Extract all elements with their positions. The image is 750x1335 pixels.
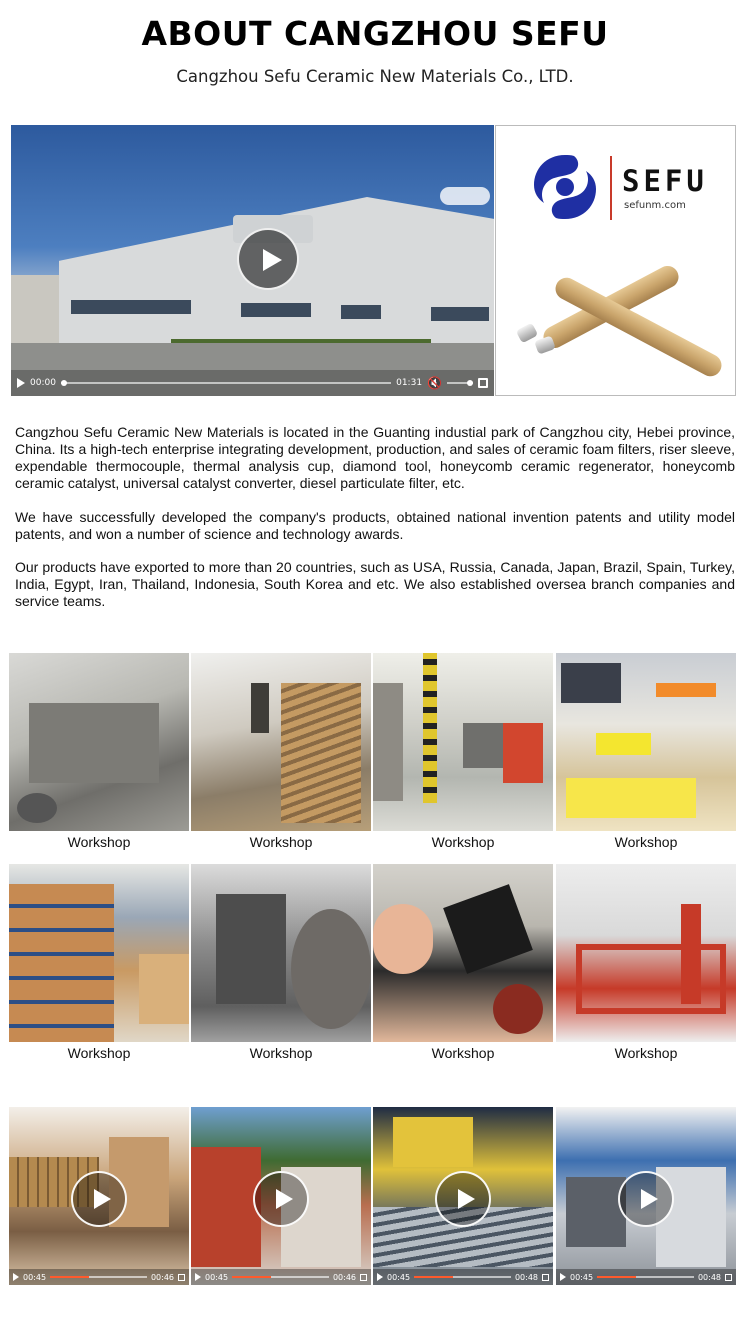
progress-handle[interactable] [61,380,67,386]
play-button[interactable] [618,1171,674,1227]
container-truck [191,1147,261,1267]
worker-figure [251,683,269,733]
play-icon[interactable] [17,378,25,388]
fullscreen-icon[interactable] [725,1274,732,1281]
current-time: 00:45 [205,1272,229,1282]
progress-bar[interactable] [50,1276,147,1278]
workshop-photo[interactable] [191,653,371,831]
current-time: 00:00 [30,378,56,388]
mute-icon[interactable]: 🔇 [427,376,442,390]
fullscreen-icon[interactable] [178,1274,185,1281]
duration: 00:48 [697,1272,721,1282]
play-icon[interactable] [560,1273,566,1281]
play-icon [458,1189,475,1209]
play-icon [641,1189,658,1209]
play-icon [263,249,282,271]
workshop-photo[interactable] [373,653,553,831]
workshop-caption: Workshop [249,1045,313,1061]
brand-url: sefunm.com [624,200,686,211]
factory-windows [341,305,381,319]
video-controls [556,1269,736,1285]
workshop-photo[interactable] [9,864,189,1042]
volume-handle[interactable] [467,380,473,386]
patents-paragraph: We have successfully developed the company's products, obtained national invention patents and utility model patents, and won a number of science and technology awards. [15,509,735,542]
play-icon[interactable] [377,1273,383,1281]
video-thumbnail[interactable] [556,1107,736,1285]
machine-wheel [17,793,57,823]
red-frame-machine [576,944,726,1014]
progress-fill [232,1276,271,1278]
export-paragraph: Our products have exported to more than 20 countries, such as USA, Russia, Canada, Japan, Brazil, Spain, Turkey, India, Egypt, Iran, Thailand, Indonesia, South Korea and etc. We also established oversea branch companies and service teams. [15,559,735,609]
workshop-photo[interactable] [373,864,553,1042]
workshop-photo[interactable] [556,864,736,1042]
yellow-machine [393,1117,473,1167]
machine-shape [29,703,159,783]
workshop-caption: Workshop [431,1045,495,1061]
boxes [139,954,189,1024]
play-icon [94,1189,111,1209]
play-icon[interactable] [195,1273,201,1281]
company-video-player[interactable] [11,125,494,396]
duration: 00:46 [150,1272,174,1282]
yellow-pillar [423,653,437,803]
current-time: 00:45 [387,1272,411,1282]
video-thumbnail[interactable] [9,1107,189,1285]
workshop-photo[interactable] [191,864,371,1042]
workshop-photo[interactable] [556,653,736,831]
workshop-caption: Workshop [67,834,131,850]
worker-hand [373,904,433,974]
stacked-filters [373,683,403,801]
play-button[interactable] [71,1171,127,1227]
brand-logo-panel [495,125,736,396]
progress-fill [597,1276,636,1278]
progress-bar[interactable] [597,1276,694,1278]
video-thumbnail[interactable] [191,1107,371,1285]
workshop-caption: Workshop [614,834,678,850]
duration: 00:48 [514,1272,538,1282]
progress-bar[interactable] [232,1276,329,1278]
progress-bar[interactable] [61,382,391,384]
sefu-logo-mark [530,152,600,222]
video-controls [9,1269,189,1285]
play-button[interactable] [435,1171,491,1227]
sky-cloud [440,187,490,205]
red-spool [493,984,543,1034]
intro-paragraph: Cangzhou Sefu Ceramic New Materials is located in the Guanting industial park of Cangzhou city, Hebei province, China. Its a high-tech enterprise integrating development, production, and sales of ceramic foam filters, riser sleeve, expendable thermocouple, thermal analysis cup, diamond tool, honeycomb ceramic regenerator, honeycomb ceramic catalyst, universal catalyst converter, diesel particulate filter, etc. [15,424,735,491]
duration: 01:31 [396,378,423,388]
warehouse-shelf [9,884,114,1042]
fullscreen-icon[interactable] [360,1274,367,1281]
video-controls [373,1269,553,1285]
workshop-photo[interactable] [9,653,189,831]
video-thumbnail[interactable] [373,1107,553,1285]
tube-rack [281,683,361,823]
progress-bar[interactable] [414,1276,511,1278]
play-button[interactable] [253,1171,309,1227]
test-device [443,884,533,974]
factory-windows [241,303,311,317]
machine-frame [216,894,286,1004]
progress-fill [414,1276,453,1278]
play-icon [276,1189,293,1209]
workshop-caption: Workshop [67,1045,131,1061]
fullscreen-icon[interactable] [542,1274,549,1281]
video-controls [191,1269,371,1285]
factory-windows [71,300,191,314]
factory-building-left [11,275,63,345]
orange-tray [656,683,716,697]
page-title: ABOUT CANGZHOU SEFU [141,14,609,53]
yellow-tray [596,733,651,755]
tube-cap [516,323,538,344]
logo-divider [610,156,612,220]
company-subtitle: Cangzhou Sefu Ceramic New Materials Co., LTD. [176,67,574,86]
office-chair [561,663,621,703]
forklift [503,723,543,783]
duration: 00:46 [332,1272,356,1282]
brand-name: SEFU [622,164,708,198]
yellow-tray [566,778,696,818]
progress-fill [50,1276,89,1278]
fullscreen-icon[interactable] [478,378,488,388]
workshop-caption: Workshop [431,834,495,850]
bin [463,723,503,768]
play-icon[interactable] [13,1273,19,1281]
video-controls [11,370,494,396]
factory-windows [431,307,489,321]
machine-body [566,1177,626,1247]
red-column [681,904,701,1004]
workshop-caption: Workshop [249,834,313,850]
workshop-caption: Workshop [614,1045,678,1061]
current-time: 00:45 [23,1272,47,1282]
grinding-disc [291,909,371,1029]
current-time: 00:45 [570,1272,594,1282]
play-button[interactable] [237,228,299,290]
volume-slider[interactable] [447,382,473,384]
